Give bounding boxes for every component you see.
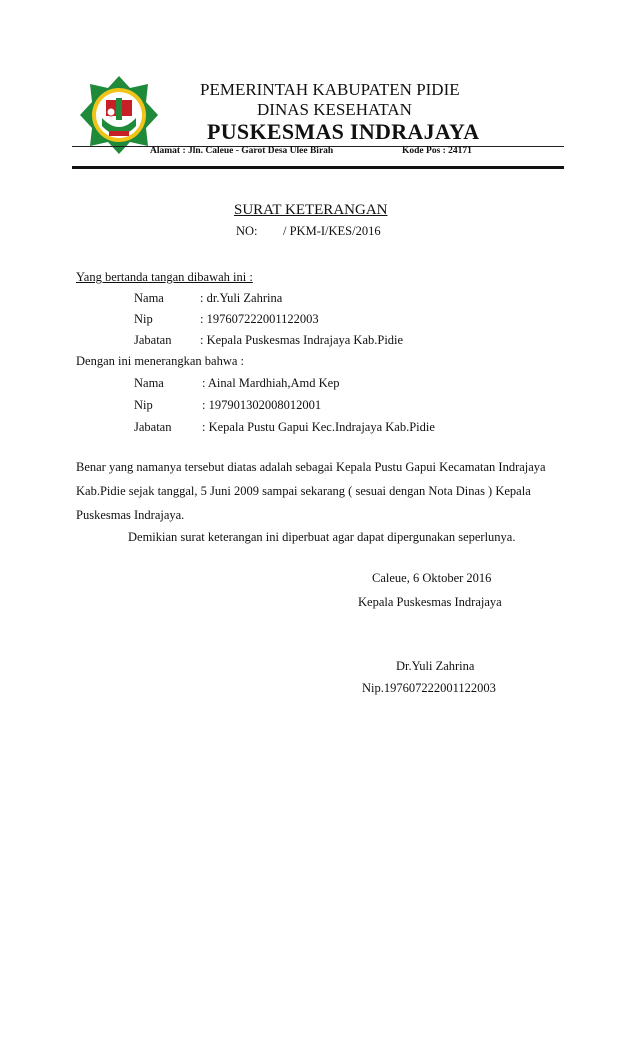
signature-name: Dr.Yuli Zahrina xyxy=(396,659,475,673)
signer-nip-value: : 197607222001122003 xyxy=(200,312,319,326)
signer-nip-label: Nip xyxy=(134,312,153,326)
letter-number-label: NO: xyxy=(236,224,258,238)
header-rule-bottom xyxy=(72,166,564,169)
signer-jabatan-label: Jabatan xyxy=(134,333,172,347)
signer-jabatan-value: : Kepala Puskesmas Indrajaya Kab.Pidie xyxy=(200,333,404,347)
letter-title: SURAT KETERANGAN xyxy=(234,202,388,218)
paragraph-line-2: Kab.Pidie sejak tanggal, 5 Juni 2009 sampai sekarang ( sesuai dengan Nota Dinas ) Kepala xyxy=(76,484,531,498)
subject-nip-label: Nip xyxy=(134,398,153,412)
header-department: DINAS KESEHATAN xyxy=(257,100,412,119)
signature-position: Kepala Puskesmas Indrajaya xyxy=(358,595,502,609)
subject-jabatan-value: : Kepala Pustu Gapui Kec.Indrajaya Kab.Pidie xyxy=(202,420,435,434)
signer-nama-value: : dr.Yuli Zahrina xyxy=(200,291,283,305)
signature-nip: Nip.197607222001122003 xyxy=(362,681,496,695)
subject-nama-label: Nama xyxy=(134,376,164,390)
signature-place-date: Caleue, 6 Oktober 2016 xyxy=(372,571,492,585)
puskesmas-logo xyxy=(78,74,160,156)
subject-nip-value: : 197901302008012001 xyxy=(202,398,322,412)
subject-nama-value: : Ainal Mardhiah,Amd Kep xyxy=(202,376,340,390)
header-institution: PUSKESMAS INDRAJAYA xyxy=(207,119,480,144)
letter-number: / PKM-I/KES/2016 xyxy=(283,224,381,238)
subject-jabatan-label: Jabatan xyxy=(134,420,172,434)
declare-text: Dengan ini menerangkan bahwa : xyxy=(76,354,244,368)
paragraph-line-3: Puskesmas Indrajaya. xyxy=(76,508,185,522)
header-postcode: Kode Pos : 24171 xyxy=(402,146,472,156)
header-government: PEMERINTAH KABUPATEN PIDIE xyxy=(200,80,460,99)
signer-nama-label: Nama xyxy=(134,291,164,305)
intro-text: Yang bertanda tangan dibawah ini : xyxy=(76,270,253,284)
header-address: Alamat : Jln. Caleue - Garot Desa Ulee Birah xyxy=(150,146,334,156)
closing-text: Demikian surat keterangan ini diperbuat agar dapat dipergunakan seperlunya. xyxy=(128,530,516,544)
paragraph-line-1: Benar yang namanya tersebut diatas adalah sebagai Kepala Pustu Gapui Kecamatan Indrajaya xyxy=(76,460,546,474)
